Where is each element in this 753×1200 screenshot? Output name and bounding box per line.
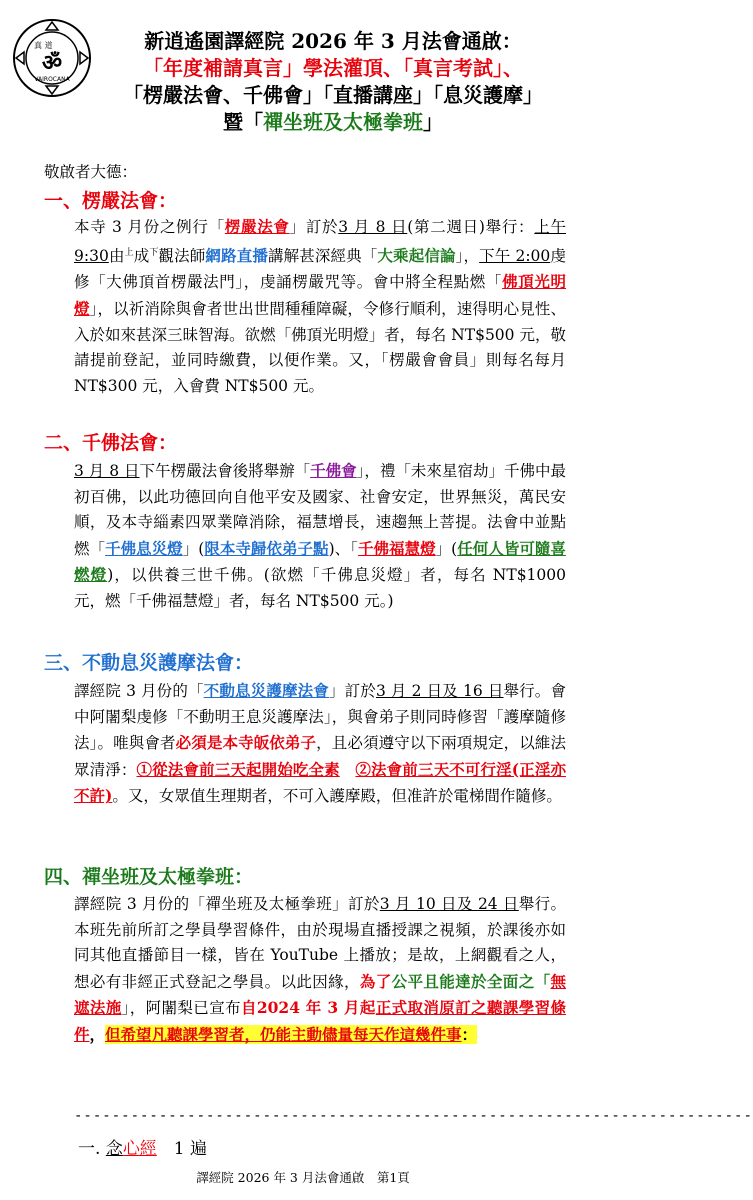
page-footer: 譯經院 2026 年 3 月法會通啟 第1頁 xyxy=(196,1170,410,1185)
section-3-title: 三、不動息災護摩法會： xyxy=(44,652,254,674)
divider-line: ------------------------------------------------------------------------ xyxy=(74,1108,753,1124)
section-1-body: 本寺 3 月份之例行「楞嚴法會」訂於3 月 8 日(第二週日)舉行：上午 9:30由$^上$成$^下$觀法師網路直播講解甚深經典「大乘起信論」，下午 2:00虔修「大佛頂首楞嚴法門」，虔誦楞嚴咒等。會中將全程點燃「佛頂光明燈」，以祈消除與會者世出世間種種障礙，令修行順利，速得明心見性、入於如來甚深三昧智海。欲燃「佛頂光明燈」者，每名 NT$500 元，敬請提前登記，並同時繳費，以便作業。又，「楞嚴會會員」則每名每月 NT$300 元，入會費 NT$500 元。 xyxy=(74,217,566,395)
header-line-2: 「年度補請真言」學法灌頂、「真言考試」、 xyxy=(143,56,523,80)
svg-text:VAIROCANA: VAIROCANA xyxy=(34,76,70,83)
header-line-4: 暨「禪坐班及太極拳班」 xyxy=(223,110,443,134)
section-2-title: 二、千佛法會： xyxy=(44,432,178,454)
section-2-body: 3 月 8 日下午楞嚴法會後將舉辦「千佛會」，禮「未來星宿劫」千佛中最初百佛，以此功德回向自他平安及國家、社會安定，世界無災，萬民安順，及本寺緇素四眾業障消除，福慧增長，速趨無上菩提。法會中並點燃「千佛息災燈」(限本寺歸依弟子點)、「千佛福慧燈」(任何人皆可隨喜燃燈)，以供養三世千佛。(欲燃「千佛息災燈」者，每名 NT$1000 元，燃「千佛福慧燈」者，每名 NT$500 元。) xyxy=(74,461,566,610)
practice-item-1: 一. 念心經 1 遍 xyxy=(78,1139,208,1159)
section-4-body: 譯經院 3 月份的「禪坐班及太極拳班」訂於3 月 10 日及 24 日舉行。本班先前所訂之學員學習條件，由於現場直播授課之視頻，於課後亦如同其他直播節目一樣，皆在 YouTube 上播放；是故，上網觀看之人，想必有非經正式登記之學員。以此因緣，為了公平且能達於全面之「無遮法施」，阿闍梨已宣布自2024 年 3 月起正式取消原訂之聽課學習條件，但希望凡聽課學習者，仍能主動儘量每天作這幾件事： xyxy=(74,895,566,1044)
header-line-1: 新逍遙園譯經院 2026 年 3 月法會通啟： xyxy=(144,29,522,53)
salutation: 敬啟者大德： xyxy=(44,163,138,181)
section-4-title: 四、禪坐班及太極拳班： xyxy=(44,866,254,888)
notice-header xyxy=(0,28,606,136)
header-line-3: 「楞嚴法會、千佛會」「直播講座」「息災護摩」 xyxy=(123,83,543,107)
svg-text:ॐ: ॐ xyxy=(41,50,63,76)
section-3-body: 譯經院 3 月份的「不動息災護摩法會」訂於3 月 2 日及 16 日舉行。會中阿闍梨虔修「不動明王息災護摩法」，與會弟子則同時修習「護摩隨修法」。唯與會者必須是本寺皈依弟子，且必須遵守以下兩項規定，以維法眾清淨：①從法會前三天起開始吃全素 ②法會前三天不可行淫(正淫亦不許)。又，女眾值生理期者，不可入護摩殿，但准許於電梯間作隨修。 xyxy=(74,681,566,806)
svg-text:真 道: 真 道 xyxy=(34,41,53,50)
section-1-title: 一、楞嚴法會： xyxy=(44,190,178,212)
